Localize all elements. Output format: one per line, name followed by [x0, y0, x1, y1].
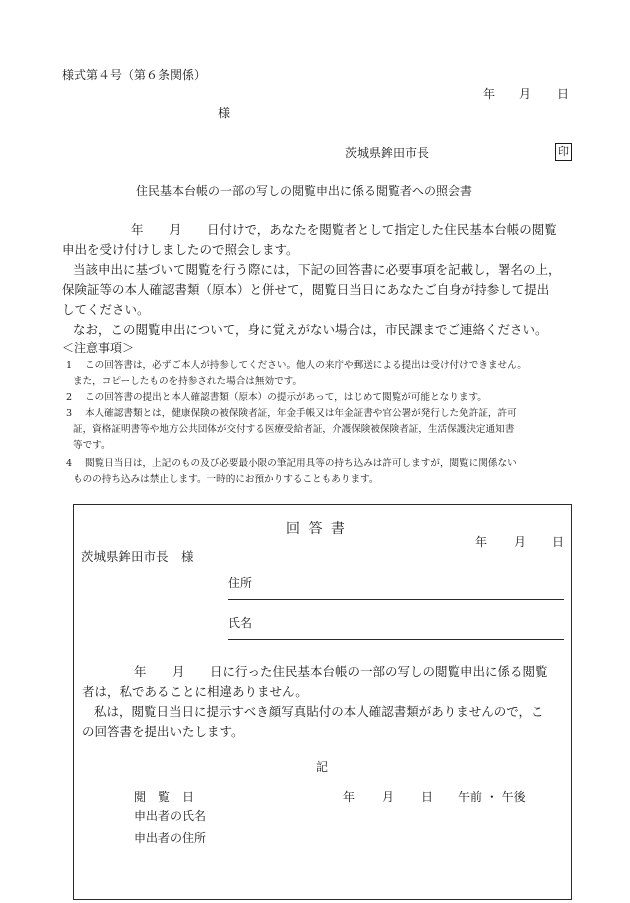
note-1-line1: この回答書は，必ずご本人が持参してください。他人の来庁や郵送による提出は受け付けできません。 [85, 360, 527, 371]
note-1-number: 1 [66, 360, 73, 371]
body-para3: なお，この閲覧申出について，身に覚えがない場合は，市民課までご連絡ください。 [73, 322, 548, 337]
viewing-date-label: 閲 覧 日 [134, 790, 195, 804]
seal-mark: 印 [555, 143, 572, 161]
reply-para2-line1: 私は，閲覧日当日に提示すべき顔写真貼付の本人確認書類がありませんので，こ [94, 704, 544, 719]
applicant-address-label: 申出者の住所 [134, 831, 207, 845]
form-number: 様式第４号（第６条関係） [62, 68, 207, 82]
viewing-am-pm: 午前 ・ 午後 [458, 790, 526, 804]
viewing-date-month: 月 [382, 790, 395, 804]
reply-date-month-2: 月 [172, 664, 185, 679]
note-2-number: 2 [66, 392, 73, 403]
reply-date-month: 月 [514, 535, 527, 549]
body-para2-line3: してください。 [62, 302, 150, 317]
document-title: 住民基本台帳の一部の写しの閲覧申出に係る閲覧者への照会書 [136, 184, 473, 198]
name-label: 氏名 [228, 616, 253, 630]
body-para2-line1: 当該申出に基づいて閲覧を行う際には，下記の回答書に必要事項を記載し，署名の上， [73, 262, 561, 277]
address-line[interactable] [228, 599, 564, 600]
addressee-suffix: 様 [218, 106, 231, 120]
date-day-label: 日 [557, 87, 570, 101]
note-4-line2: ものの持ち込みは禁止します。一時的にお預かりすることもあります。 [73, 474, 379, 485]
notes-heading: ＜注意事項＞ [62, 341, 135, 355]
reply-para1-line1: 日に行った住民基本台帳の一部の写しの閲覧申出に係る閲覧 [210, 664, 548, 679]
address-label: 住所 [228, 576, 253, 590]
reply-date-year-2: 年 [134, 664, 147, 679]
note-3-line2: 証，資格証明書等や地方公共団体が交付する医療受給者証，介護保険被保険者証，生活保護決定通知書 [73, 424, 515, 435]
issuer-name: 茨城県鉾田市長 [345, 146, 430, 160]
body-para2-line2: 保険証等の本人確認書類（原本）と併せて，閲覧日当日にあなたご自身が持参して提出 [62, 282, 550, 297]
note-1-line2: また，コピーしたものを持参された場合は無効です。 [73, 376, 303, 387]
reply-form-title: 回 答 書 [286, 521, 347, 537]
reply-addressee: 茨城県鉾田市長 様 [81, 549, 194, 564]
date-month-label: 月 [519, 87, 532, 101]
note-2-line1: この回答書の提出と本人確認書類（原本）の提示があって，はじめて閲覧が可能となります。 [85, 392, 487, 403]
body-para1-line2: 申出を受け付けしましたので照会します。 [62, 242, 299, 257]
reply-para1-line2: 者は，私であることに相違ありません。 [82, 684, 308, 699]
body-date-year: 年 [131, 222, 144, 237]
reply-date-day: 日 [552, 535, 565, 549]
body-para1-line1: 日付けで，あなたを閲覧者として指定した住民基本台帳の閲覧 [207, 222, 557, 237]
note-3-line3: 等です。 [73, 440, 111, 451]
viewing-date-day: 日 [421, 790, 434, 804]
viewing-date-year: 年 [343, 790, 356, 804]
note-4-line1: 閲覧日当日は，上記のもの及び必要最小限の筆記用具等の持ち込みは許可しますが，閲覧に関係ない [85, 458, 517, 469]
ki-mark: 記 [316, 760, 329, 774]
body-date-month: 月 [169, 222, 182, 237]
note-4-number: 4 [66, 458, 73, 469]
reply-para2-line2: の回答書を提出いたします。 [82, 724, 244, 739]
applicant-name-label: 申出者の氏名 [134, 809, 207, 823]
reply-date-year: 年 [475, 535, 488, 549]
note-3-line1: 本人確認書類とは，健康保険の被保険者証，年金手帳又は年金証書や官公署が発行した免許証，許可 [85, 408, 517, 419]
note-3-number: 3 [66, 408, 73, 419]
name-line[interactable] [228, 639, 564, 640]
date-year-label: 年 [483, 87, 496, 101]
